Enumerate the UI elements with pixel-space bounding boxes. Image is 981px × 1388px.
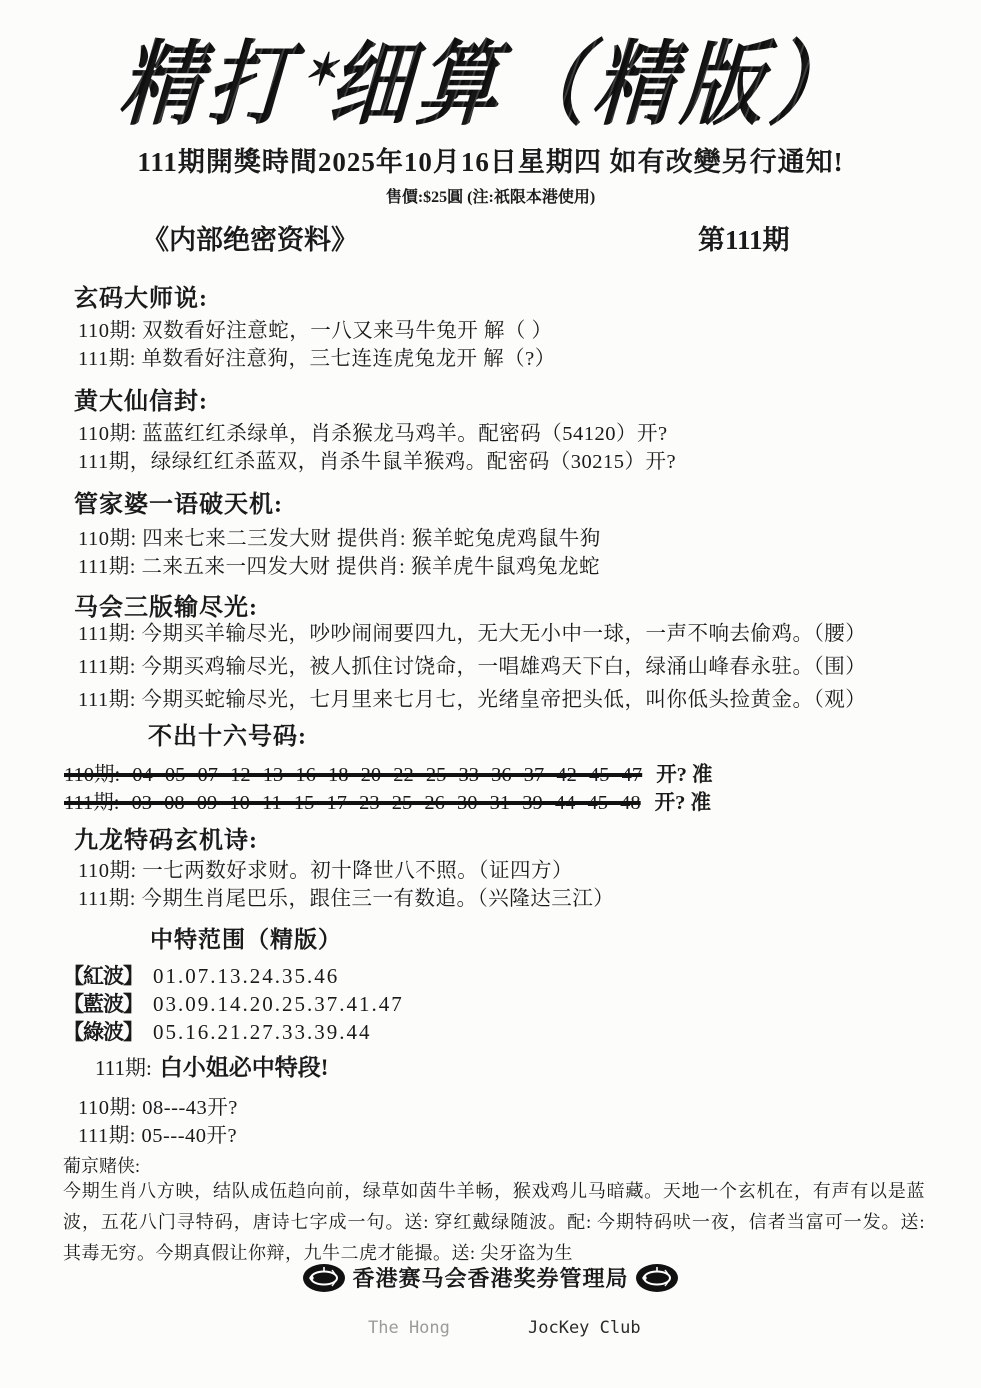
guanjiapo-line-110: 110期: 四来七来二三发大财 提供肖: 猴羊蛇兔虎鸡鼠牛狗 <box>78 528 601 550</box>
blue-wave-numbers: 03.09.14.20.25.37.41.47 <box>153 992 404 1016</box>
section-heading-huangdaxian: 黄大仙信封: <box>74 389 208 415</box>
wave-row-red <box>63 960 339 990</box>
red-wave-numbers: 01.07.13.24.35.46 <box>153 964 340 988</box>
section-heading-pujing: 葡京赌侠: <box>63 1156 141 1176</box>
organization-name: 香港赛马会香港奖券管理局 <box>352 1266 629 1291</box>
wave-row-green <box>63 1016 372 1046</box>
xuanma-line-111: 111期: 单数看好注意狗，三七连连虎兔龙开 解（?） <box>78 348 556 370</box>
subheading-zhongte: 中特范围（精版） <box>150 927 342 952</box>
buchu-suffix-111: 开? 准 <box>654 792 712 814</box>
guanjiapo-line-111: 111期: 二来五来一四发大财 提供肖: 猴羊虎牛鼠鸡兔龙蛇 <box>78 556 600 578</box>
buchu-row-110 <box>64 757 713 787</box>
section-heading-jiulong: 九龙特码玄机诗: <box>74 828 258 854</box>
footer-logo-row <box>0 1262 981 1293</box>
blue-wave-label: 【藍波】 <box>63 992 143 1016</box>
baixiaojie-title: 白小姐必中特段! <box>159 1055 329 1080</box>
baixiaojie-heading <box>95 1049 328 1082</box>
jockey-club-emblem-icon <box>302 1263 346 1293</box>
green-wave-label: 【綠波】 <box>63 1020 143 1044</box>
huangdaxian-line-110: 110期: 蓝蓝红红杀绿单，肖杀猴龙马鸡羊。配密码（54120）开? <box>78 423 668 445</box>
pujing-body-text: 今期生肖八方映，结队成伍趋向前，绿草如茵牛羊畅，猴戏鸡儿马暗藏。天地一个玄机在，有声有以是蓝波，五花八门寻特码，唐诗七字成一句。送: 穿红戴绿随波。配: 今期特码吠一夜，信者当富可一发。送: 其毒无穷。今期真假让你辩，九牛二虎才能撮。送: 尖牙盗为生 <box>63 1181 925 1263</box>
buchu-struck-numbers-111: 111期: 03 08 09 10 11 15 17 23 25 26 30 31 39 44 45 48 <box>64 792 641 814</box>
wave-row-blue <box>63 988 404 1018</box>
mahui-line-3: 111期: 今期买蛇输尽光，七月里来七月七，光绪皇帝把头低，叫你低头捡黄金。（观） <box>78 689 867 711</box>
green-wave-numbers: 05.16.21.27.33.39.44 <box>153 1020 372 1044</box>
baixiaojie-line-111: 111期: 05---40开? <box>78 1125 238 1147</box>
jockey-club-emblem-icon <box>635 1263 679 1293</box>
section-heading-mahui: 马会三版输尽光: <box>74 595 258 621</box>
section-heading-xuanma: 玄码大师说: <box>74 286 208 312</box>
masthead-title-left: 精打 <box>111 34 318 137</box>
draw-date-notice: 111期開獎時間2025年10月16日星期四 如有改變另行通知! <box>137 147 844 177</box>
price-line: 售價:$25圓 (注:祇限本港使用) <box>385 189 596 206</box>
buchu-struck-numbers-110: 110期: 04 05 07 12 13 16 18 20 22 25 33 36 37 42 45 47 <box>64 764 643 786</box>
issue-number: 第111期 <box>698 225 790 255</box>
buchu-suffix-110: 开? 准 <box>656 764 713 786</box>
red-wave-label: 【紅波】 <box>63 964 143 988</box>
buchu-row-111 <box>64 785 711 815</box>
mahui-line-1: 111期: 今期买羊输尽光，吵吵闹闹要四九，无大无小中一球，一声不响去偷鸡。（腰） <box>78 623 867 645</box>
footer-text-jockey-club: JocKey Club <box>528 1318 641 1338</box>
jiulong-line-111: 111期: 今期生肖尾巴乐，跟住三一有数追。（兴隆达三江） <box>78 888 615 910</box>
doc-title: 《内部绝密资料》 <box>142 225 358 255</box>
section-heading-guanjiapo: 管家婆一语破天机: <box>74 492 283 518</box>
xuanma-line-110: 110期: 双数看好注意蛇，一八又来马牛兔开 解（ ） <box>78 320 553 342</box>
baixiaojie-prefix: 111期: <box>95 1056 152 1080</box>
star-icon: ✶ <box>299 44 348 95</box>
masthead-title-right: 细算（精版） <box>321 34 879 137</box>
jiulong-line-110: 110期: 一七两数好求财。初十降世八不照。（证四方） <box>78 860 574 882</box>
section-heading-buchu: 不出十六号码: <box>148 724 307 750</box>
huangdaxian-line-111: 111期，绿绿红红杀蓝双，肖杀牛鼠羊猴鸡。配密码（30215）开? <box>78 451 677 473</box>
baixiaojie-line-110: 110期: 08---43开? <box>78 1097 238 1119</box>
footer-text-the-hong: The Hong <box>368 1318 450 1338</box>
masthead-calligraphy-title <box>110 12 928 143</box>
mahui-line-2: 111期: 今期买鸡输尽光，被人抓住讨饶命，一唱雄鸡天下白，绿涌山峰春永驻。（围） <box>78 656 867 678</box>
